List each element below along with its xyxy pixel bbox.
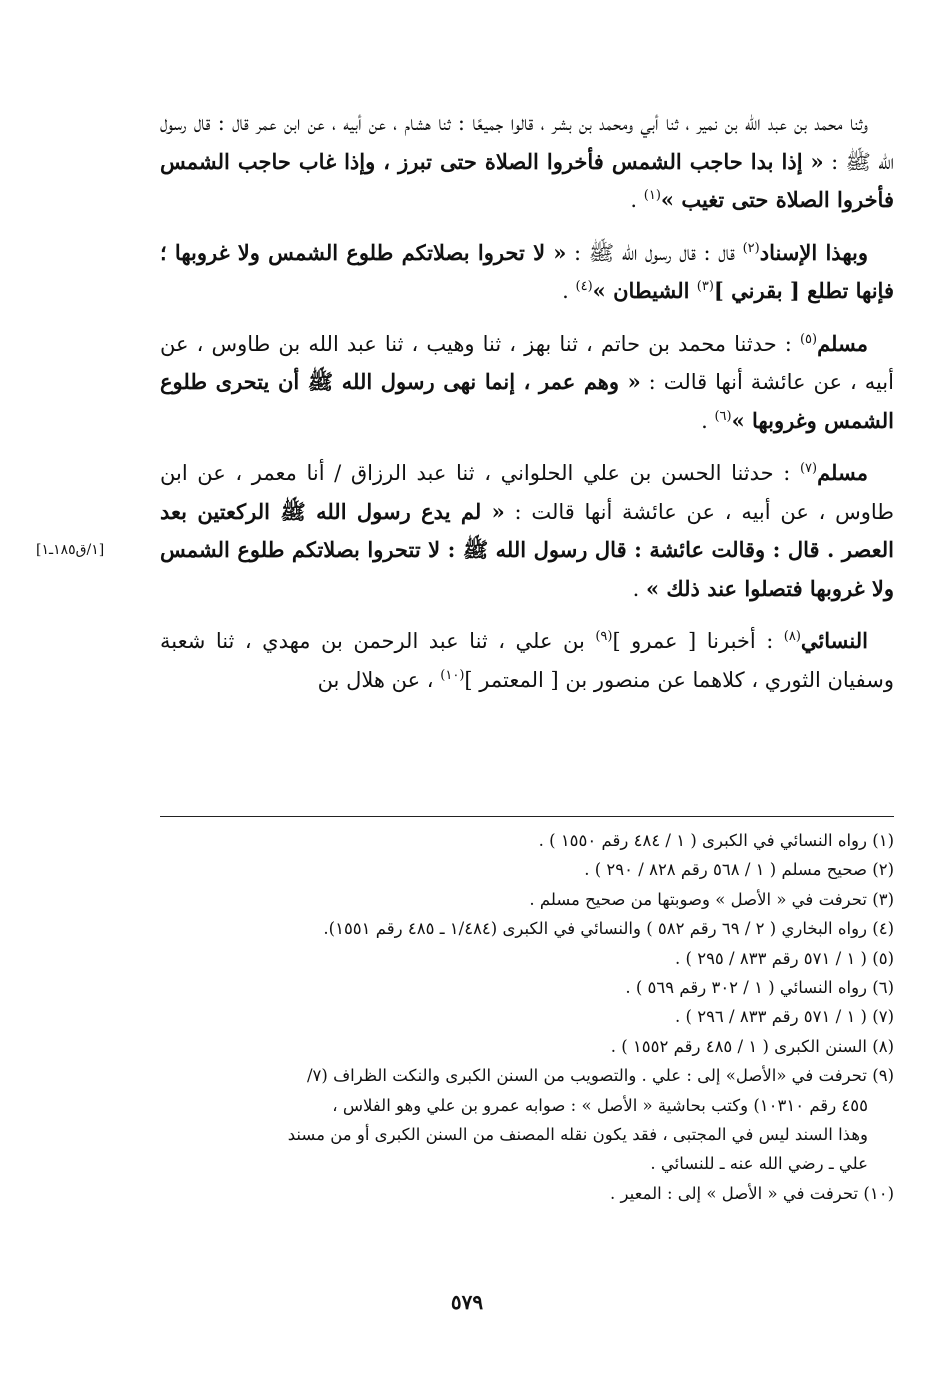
- text-run: قال : قال رسول الله ﷺ :: [566, 240, 743, 265]
- manuscript-folio-marker: [١/ق١٨٥ـ١]: [36, 542, 105, 558]
- text-run: : أخبرنا [ عمرو ]: [612, 629, 784, 653]
- text-run: : حدثنا محمد بن حاتم ، ثنا بهز ، ثنا وهيب ، ثنا عبد الله بن طاوس ، عن أبيه ، عن عائشة أنها قالت :: [160, 331, 894, 394]
- footnote-continuation: ٤٥٥ رقم ١٠٣١٠) وكتب بحاشية « الأصل » : صوابه عمرو بن علي وهو الفلاس ،: [332, 1095, 868, 1115]
- footnote: (٣) تحرفت في « الأصل » وصوبتها من صحيح مسلم .: [529, 889, 894, 909]
- page-number: ٥٧٩: [450, 1290, 484, 1314]
- main-text: [160, 104, 894, 713]
- footnote: (٨) السنن الكبرى ( ١ / ٤٨٥ رقم ١٥٥٢ ) .: [610, 1036, 894, 1056]
- hadith-paragraph: [160, 234, 894, 311]
- text-run: : حدثنا الحسن بن علي الحلواني ، ثنا عبد الرزاق / أنا معمر ، عن ابن طاوس ، عن أبيه ، عن عائشة أنها قالت :: [160, 461, 894, 524]
- footnote-ref: (٨): [783, 629, 801, 644]
- bold-text-run: الشيطان »: [592, 278, 697, 303]
- text-run: ، عن هلال بن: [317, 667, 441, 692]
- footnote-separator: [160, 816, 894, 817]
- footnote: (١٠) تحرفت في « الأصل » إلى : المعير .: [610, 1183, 894, 1203]
- hadith-paragraph: [160, 104, 894, 220]
- bold-text-run: « لا تحروا بصلاتكم طلوع الشمس ولا غروبها ؛ فإنها تطلع [ بقرني ]: [160, 239, 894, 303]
- footnote-ref: (٤): [575, 279, 593, 294]
- footnote-ref: (١): [643, 188, 661, 203]
- footnote: (٦) رواه النسائي ( ١ / ٣٠٢ رقم ٥٦٩ ) .: [625, 978, 894, 998]
- bold-text-run: مسلم: [817, 460, 868, 485]
- bold-text-run: النسائي: [800, 628, 868, 653]
- hadith-paragraph: [160, 454, 894, 608]
- footnote-ref: (١٠): [440, 667, 465, 683]
- text-run: .: [701, 408, 715, 433]
- bold-text-run: مسلم: [817, 330, 868, 356]
- footnote: (٢) صحيح مسلم ( ١ / ٥٦٨ رقم ٨٢٨ / ٢٩٠ ) .: [584, 860, 894, 880]
- footnote-continuation: علي ـ رضي الله عنه ـ للنسائي .: [650, 1154, 868, 1174]
- footnotes: [160, 826, 894, 1208]
- bold-text-run: « لم يدع رسول الله ﷺ الركعتين بعد العصر . قال : وقالت عائشة : قال رسول الله ﷺ : لا تتحروا بصلاتكم طلوع الشمس ولا غروبها فتصلوا عند ذلك »: [160, 498, 894, 601]
- footnote: (٤) رواه البخاري ( ٢ / ٦٩ رقم ٥٨٢ ) والنسائي في الكبرى (١/٤٨٤ ـ ٤٨٥ رقم ١٥٥١).: [323, 919, 894, 939]
- footnote: (٥) ( ١ / ٥٧١ رقم ٨٣٣ / ٢٩٥ ) .: [675, 948, 894, 968]
- bold-text-run: وبهذا الإسناد: [759, 239, 868, 265]
- footnote: (٧) ( ١ / ٥٧١ رقم ٨٣٣ / ٢٩٦ ) .: [675, 1007, 894, 1027]
- text-run: بن علي ، ثنا عبد الرحمن بن مهدي ، ثنا شعبة وسفيان الثوري ، كلاهما عن منصور بن [ المعتمر ]: [160, 629, 894, 692]
- hadith-paragraph: [160, 622, 894, 699]
- text-run: .: [562, 279, 576, 303]
- bold-text-run: « وهم عمر ، إنما نهى رسول الله ﷺ أن يتحرى طلوع الشمس وغروبها »: [160, 369, 894, 433]
- footnote-continuation: وهذا السند ليس في المجتبى ، فقد يكون نقله المصنف من السنن الكبرى أو من مسند: [287, 1125, 868, 1145]
- bold-text-run: « إذا بدا حاجب الشمس فأخروا الصلاة حتى تبرز ، وإذا غاب حاجب الشمس فأخروا الصلاة حتى تغيب »: [160, 148, 894, 212]
- footnote-ref: (٧): [799, 461, 818, 476]
- footnote: (١) رواه النسائي في الكبرى ( ١ / ٤٨٤ رقم ١٥٥٠ ) .: [538, 831, 894, 850]
- text-run: .: [630, 188, 644, 212]
- footnote-ref: (٥): [799, 331, 818, 347]
- footnote: (٩) تحرفت في «الأصل» إلى : علي . والتصويب من السنن الكبرى والنكت الظراف (٧/: [306, 1066, 894, 1086]
- footnote-ref: (٩): [595, 629, 613, 644]
- footnote-ref: (٢): [742, 240, 760, 256]
- footnote-ref: (٦): [714, 408, 732, 424]
- footnote-ref: (٣): [696, 279, 714, 294]
- text-run: .: [632, 576, 646, 601]
- text-run: وثنا محمد بن عبد الله بن نمير ، ثنا أبي ومحمد بن بشر ، قالوا جميعًا : ثنا هشام ، عن أبيه ، عن ابن عمر قال : قال رسول الله ﷺ :: [160, 111, 894, 174]
- hadith-paragraph: [160, 325, 894, 441]
